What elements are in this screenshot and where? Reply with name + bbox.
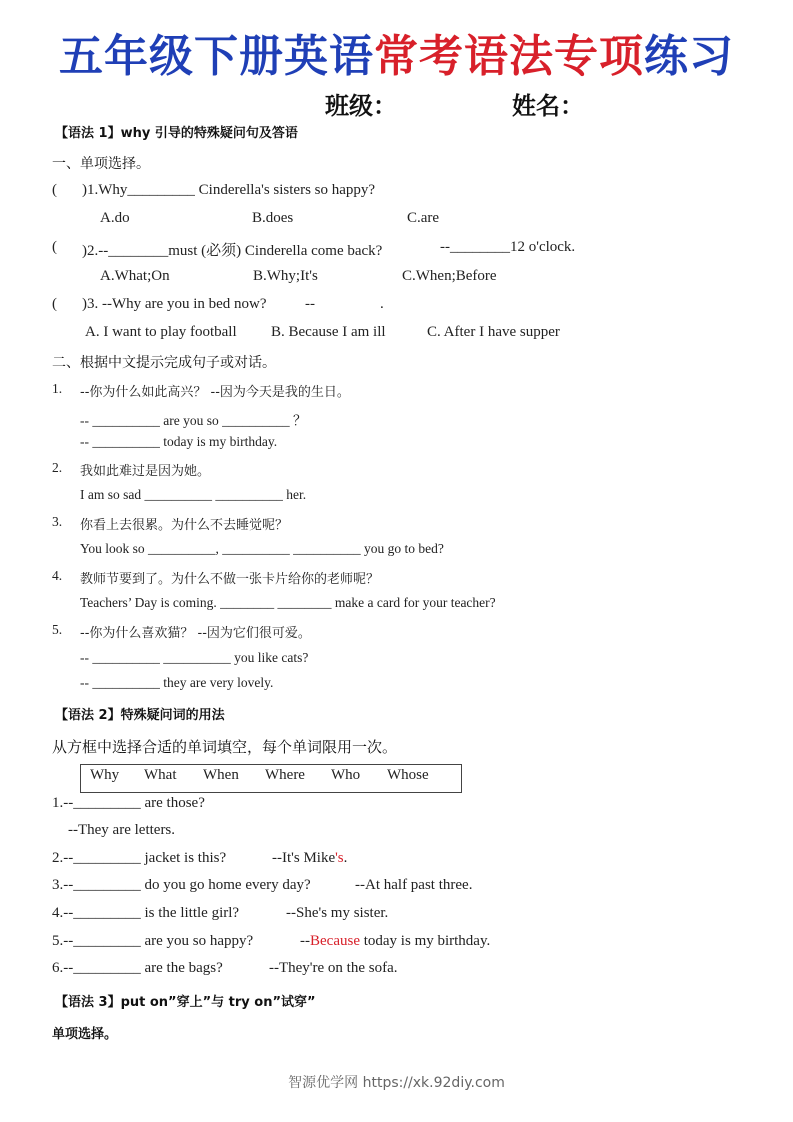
q3-option-c: C. After I have supper — [427, 324, 560, 340]
section-1-title: 一、单项选择。 — [52, 156, 150, 172]
item-5-number: 5. — [52, 622, 63, 637]
page-title — [0, 20, 793, 84]
q2-text: )2.--________must (必须) Cinderella come back? — [82, 243, 383, 259]
q1-bracket: ( — [52, 182, 57, 198]
item-1-line-2: -- __________ today is my birthday. — [80, 434, 278, 449]
class-label: 班级： — [325, 92, 397, 120]
g2-answer-5-text: today is my birthday. — [359, 933, 491, 949]
g2-answer-2-red: 's — [335, 850, 344, 866]
q1-option-b: B.does — [252, 210, 294, 226]
g2-answer-6: --They're on the sofa. — [269, 960, 398, 976]
q2-option-c: C.When;Before — [402, 268, 497, 284]
word-box-what: What — [144, 767, 177, 783]
item-2-number: 2. — [52, 460, 63, 475]
word-box-when: When — [203, 767, 239, 783]
q3-bracket: ( — [52, 296, 57, 312]
item-1-number: 1. — [52, 381, 63, 396]
g2-answer-5-red: Because — [310, 933, 360, 949]
item-4-number: 4. — [52, 568, 63, 583]
grammar-3-section-title: 单项选择。 — [52, 1027, 118, 1042]
g2-answer-5 — [300, 933, 490, 950]
g2-answer-2-text: --It's Mike — [272, 850, 336, 866]
grammar-1-heading: 【语法 1】why 引导的特殊疑问句及答语 — [55, 126, 298, 141]
word-box-whose: Whose — [387, 767, 429, 783]
title-part-2: 常考语法 — [374, 31, 554, 82]
title-part-1: 五年级下册英语 — [59, 31, 374, 82]
name-label: 姓名： — [512, 92, 584, 120]
g2-question-4: 4.--_________ is the little girl? — [52, 905, 240, 921]
g2-answer-4: --She's my sister. — [286, 905, 389, 921]
grammar-2-heading: 【语法 2】特殊疑问词的用法 — [55, 708, 225, 723]
q2-option-b: B.Why;It's — [253, 268, 318, 284]
q3-option-a: A. I want to play football — [85, 324, 237, 340]
g2-question-1: 1.--_________ are those? — [52, 795, 205, 811]
item-1-line-1: -- __________ are you so __________ ？ — [80, 413, 307, 428]
g2-answer-1: --They are letters. — [68, 822, 176, 838]
item-2-line-1: I am so sad __________ __________ her. — [80, 487, 307, 502]
word-box-why: Why — [90, 767, 120, 783]
q3-option-b: B. Because I am ill — [271, 324, 386, 340]
title-part-3: 专项 — [554, 31, 644, 82]
section-2-title: 二、根据中文提示完成句子或对话。 — [52, 355, 276, 371]
q1-option-c: C.are — [407, 210, 440, 226]
g2-answer-2-dot: . — [343, 850, 348, 866]
word-box-where: Where — [265, 767, 305, 783]
g2-question-6: 6.--_________ are the bags? — [52, 960, 223, 976]
item-3-number: 3. — [52, 514, 63, 529]
q3-answer-dot: . — [380, 296, 384, 312]
g2-question-5: 5.--_________ are you so happy? — [52, 933, 254, 949]
grammar-3-heading: 【语法 3】put on”穿上”与 try on”试穿” — [55, 995, 316, 1010]
q3-text: )3. --Why are you in bed now? — [82, 296, 267, 312]
g2-question-3: 3.--_________ do you go home every day? — [52, 877, 311, 893]
q1-option-a: A.do — [100, 210, 130, 226]
q2-option-a: A.What;On — [100, 268, 170, 284]
item-1-chinese: --你为什么如此高兴？ --因为今天是我的生日。 — [80, 385, 350, 400]
word-box-who: Who — [331, 767, 361, 783]
g2-answer-2 — [272, 850, 347, 867]
item-5-line-1: -- __________ __________ you like cats? — [80, 650, 309, 665]
item-4-chinese: 教师节要到了。为什么不做一张卡片给你的老师呢？ — [80, 572, 380, 587]
g2-question-2: 2.--_________ jacket is this? — [52, 850, 227, 866]
item-3-line-1: You look so __________, __________ __________ you go to bed? — [80, 541, 444, 556]
item-3-chinese: 你看上去很累。为什么不去睡觉呢？ — [80, 518, 289, 533]
title-part-4: 练习 — [644, 31, 734, 82]
q2-bracket: ( — [52, 239, 57, 255]
item-5-chinese: --你为什么喜欢猫？ --因为它们很可爱。 — [80, 626, 311, 641]
grammar-2-instruction: 从方框中选择合适的单词填空，每个单词限用一次。 — [52, 738, 398, 756]
item-2-chinese: 我如此难过是因为她。 — [80, 464, 211, 479]
q2-answer: --________12 o'clock. — [440, 239, 576, 255]
item-4-line-1: Teachers’ Day is coming. ________ ________ make a card for your teacher? — [80, 595, 496, 610]
footer-watermark: 智源优学网 https://xk.92diy.com — [288, 1075, 505, 1091]
q1-text: )1.Why_________ Cinderella's sisters so happy? — [82, 182, 376, 198]
q3-answer-dash: -- — [305, 296, 315, 312]
g2-answer-5-dash: -- — [300, 933, 310, 949]
g2-answer-3: --At half past three. — [355, 877, 473, 893]
item-5-line-2: -- __________ they are very lovely. — [80, 675, 274, 690]
